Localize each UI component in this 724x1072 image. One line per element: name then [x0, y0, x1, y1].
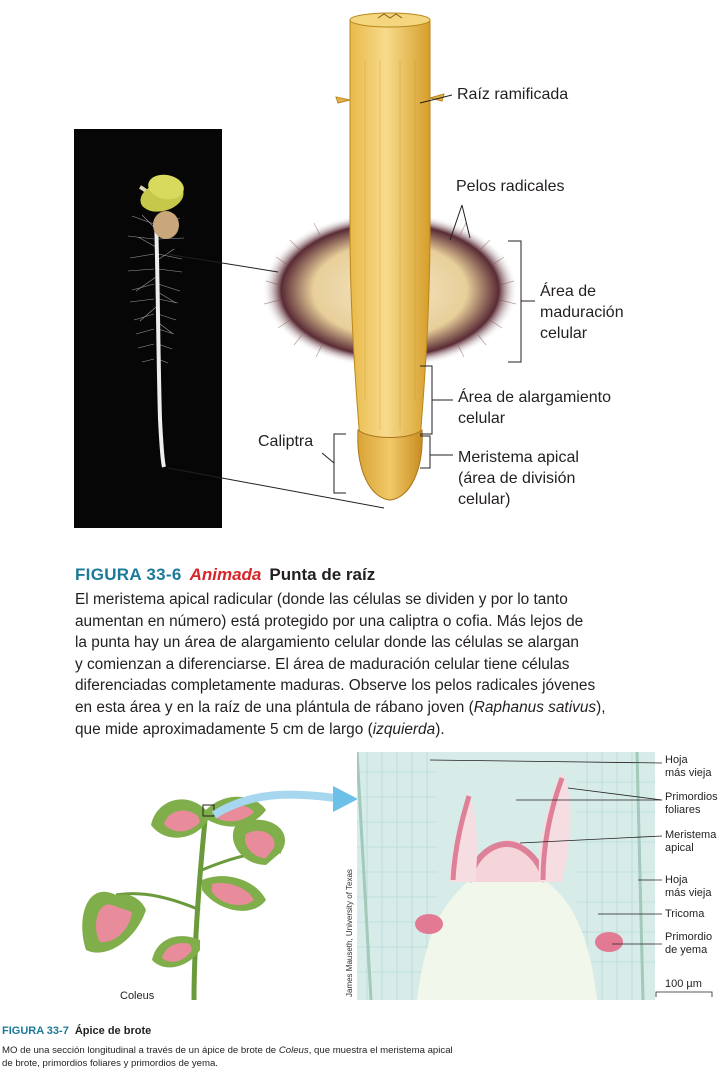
shoot-apex-micrograph — [357, 752, 655, 1000]
label-older-leaf-2: Hoja más vieja — [665, 874, 712, 899]
label-trichome: Tricoma — [665, 908, 705, 920]
caption-line: y comienzan a diferenciarse. El área de maduración celular tiene células — [75, 655, 570, 673]
scale-bar-label: 100 µm — [665, 978, 702, 990]
caption-line: El meristema apical radicular (donde las células se dividen y por lo tanto — [75, 591, 568, 608]
seedling-photo — [74, 129, 222, 528]
caption-line — [75, 719, 675, 741]
caption-text: en esta área y en la raíz de una plántula de rábano joven ( — [75, 698, 474, 716]
caption-line — [2, 1044, 453, 1057]
figure-33-7-caption — [2, 1044, 453, 1070]
figure-name: Punta de raíz — [269, 565, 376, 584]
caption-text: , que muestra el meristema apical — [308, 1045, 453, 1056]
coleus-plant-illustration — [66, 770, 296, 1002]
figure-number: FIGURA 33-7 — [2, 1025, 69, 1037]
photo-credit: James Mauseth, University of Texas — [345, 869, 354, 997]
label-apical-meristem-shoot: Meristema apical — [665, 829, 717, 854]
caption-text: que mide aproximadamente 5 cm de largo ( — [75, 720, 373, 738]
label-root-cap: Caliptra — [258, 433, 314, 450]
label-elongation-area: Área de alargamiento celular — [458, 389, 611, 427]
animated-tag[interactable]: Animada — [189, 565, 262, 584]
figure-number: FIGURA 33-6 — [75, 565, 182, 584]
label-branch-root: Raíz ramificada — [457, 86, 569, 103]
caption-species: Coleus — [278, 1045, 309, 1056]
caption-text: ). — [435, 720, 445, 738]
figure-33-7-title — [2, 1025, 151, 1037]
figure-33-6-caption — [75, 589, 675, 740]
figure-33-6-title — [75, 565, 375, 585]
plant-name-label: Coleus — [120, 990, 155, 1002]
caption-line: diferenciadas completamente maduras. Observe los pelos radicales jóvenes — [75, 677, 596, 695]
caption-text: MO de una sección longitudinal a través de un ápice de brote de — [2, 1045, 279, 1056]
caption-line — [75, 697, 675, 719]
caption-line: aumentan en número) está protegido por una caliptra o cofia. Más lejos de — [75, 612, 584, 630]
caption-line: la punta hay un área de alargamiento celular donde las células se alargan — [75, 634, 579, 652]
caption-species: Raphanus sativus — [473, 698, 597, 716]
label-root-hairs: Pelos radicales — [456, 178, 565, 195]
label-apical-meristem: Meristema apical (área de división celular) — [458, 449, 579, 508]
caption-text: ), — [596, 698, 606, 716]
label-maturation-area: Área de maduración celular — [540, 283, 624, 342]
caption-italic: izquierda — [372, 720, 436, 738]
label-older-leaf: Hoja más vieja — [665, 754, 712, 779]
label-bud-primordium: Primordio de yema — [665, 931, 713, 956]
caption-line: de brote, primordios foliares y primordios de yema. — [2, 1058, 218, 1069]
label-leaf-primordia: Primordios foliares — [665, 791, 718, 816]
figure-name: Ápice de brote — [74, 1025, 152, 1037]
